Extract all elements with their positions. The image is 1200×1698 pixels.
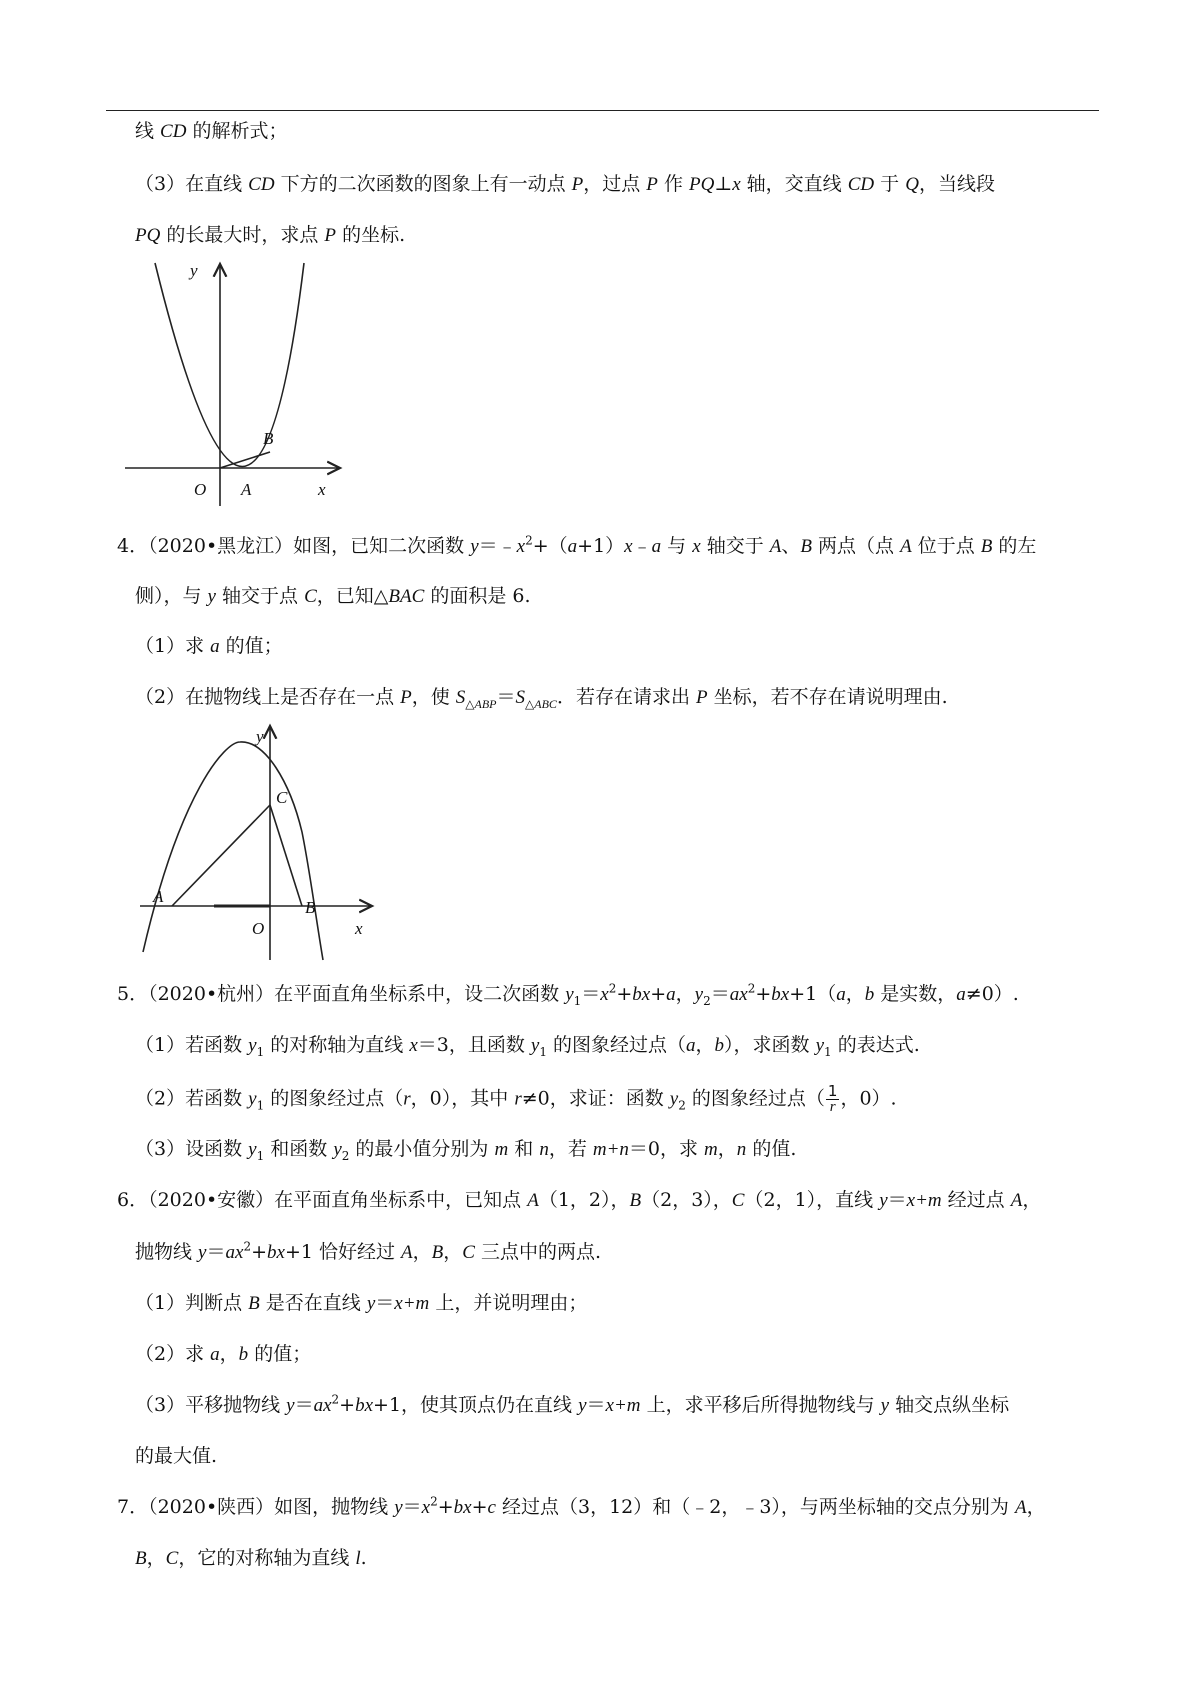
point-b-label: B [263,429,274,448]
p3-figure [120,250,360,510]
point-a-label: A [241,480,252,499]
parabola [155,263,304,467]
p6-line-1: 6．（2020•安徽）在平面直角坐标系中，已知点 A（1，2），B（2，3），C（2，1），直线 y＝x+m 经过点 A， [117,1189,1042,1211]
p5-question-1: （1）若函数 $y_1$ 的对称轴为直线 x＝3，且函数 $y_1$ 的图象经过点（a，b），求函数 $y_1$ 的表达式. [135,1034,920,1059]
p3-line-1: 线 CD 的解析式； [135,120,288,142]
p4-line-1: 4．（2020•黑龙江）如图，已知二次函数 $y=﹣x^2+(a+1)x﹣a$ 与 x 轴交于 A、B 两点（点 A 位于点 B 的左 [117,533,1037,557]
y-label: y [256,727,264,746]
origin-label: O [252,919,265,938]
x-label: x [355,919,363,938]
segment-ac [172,805,270,906]
fraction-one-over-r: $\frac{1}{r}$ [827,1082,838,1115]
p6-line-2: 抛物线 $y=ax^2+bx+1$ 恰好经过 A，B，C 三点中的两点. [135,1239,602,1263]
p6-question-3: （3）平移抛物线 $y=ax^2+bx+1$，使其顶点仍在直线 y＝x+m 上，求平移后所得抛物线与 y 轴交点纵坐标 [135,1392,1010,1416]
p3-question-3: （3）在直线 CD 下方的二次函数的图象上有一动点 P，过点 P 作 PQ⊥x 轴，交直线 CD 于 Q，当线段 [135,173,995,195]
p4-question-2: （2）在抛物线上是否存在一点 P，使 $S_{\triangle ABP}=S_{\triangle ABC}$．若存在请求出 P 坐标，若不存在请说明理由. [135,686,948,711]
p6-question-1: （1）判断点 B 是否在直线 y＝x+m 上，并说明理由； [135,1292,588,1314]
p6-question-3-cont: 的最大值. [135,1445,218,1467]
p5-line-1: 5．（2020•杭州）在平面直角坐标系中，设二次函数 $y_1=x^2+bx+a$，$y_2=ax^2+bx+1(a$，b 是实数，a≠0）. [117,981,1019,1008]
p4-figure [140,712,380,962]
p7-line-1: 7．（2020•陕西）如图，抛物线 $y=x^2+bx+c$ 经过点（3，12）和（﹣2，﹣3），与两坐标轴的交点分别为 A， [117,1494,1046,1518]
point-a-label: A [153,887,164,906]
p5-question-3: （3）设函数 $y_1$ 和函数 $y_2$ 的最小值分别为 m 和 n，若 m+n＝0，求 m，n 的值. [135,1138,797,1163]
parabola [143,742,323,960]
p4-line-2: 侧），与 y 轴交于点 C，已知△BAC 的面积是 6. [135,585,531,607]
p4-question-1: （1）求 a 的值； [135,635,283,657]
point-b-label: B [305,898,316,917]
p3-question-3-cont: PQ 的长最大时，求点 P 的坐标. [135,224,406,246]
point-c-label: C [276,788,288,807]
origin-label: O [194,480,207,499]
header-rule [106,110,1099,111]
p6-question-2: （2）求 a，b 的值； [135,1343,312,1365]
x-label: x [318,480,326,499]
y-label: y [190,261,198,280]
p7-line-2: B，C，它的对称轴为直线 l. [135,1547,367,1569]
p5-question-2: （2）若函数 $y_1$ 的图象经过点（r，0），其中 r≠0，求证：函数 $y_2$ 的图象经过点（ $\frac{1}{r}$ ，0）. [135,1082,897,1115]
segment-cb [270,805,302,906]
